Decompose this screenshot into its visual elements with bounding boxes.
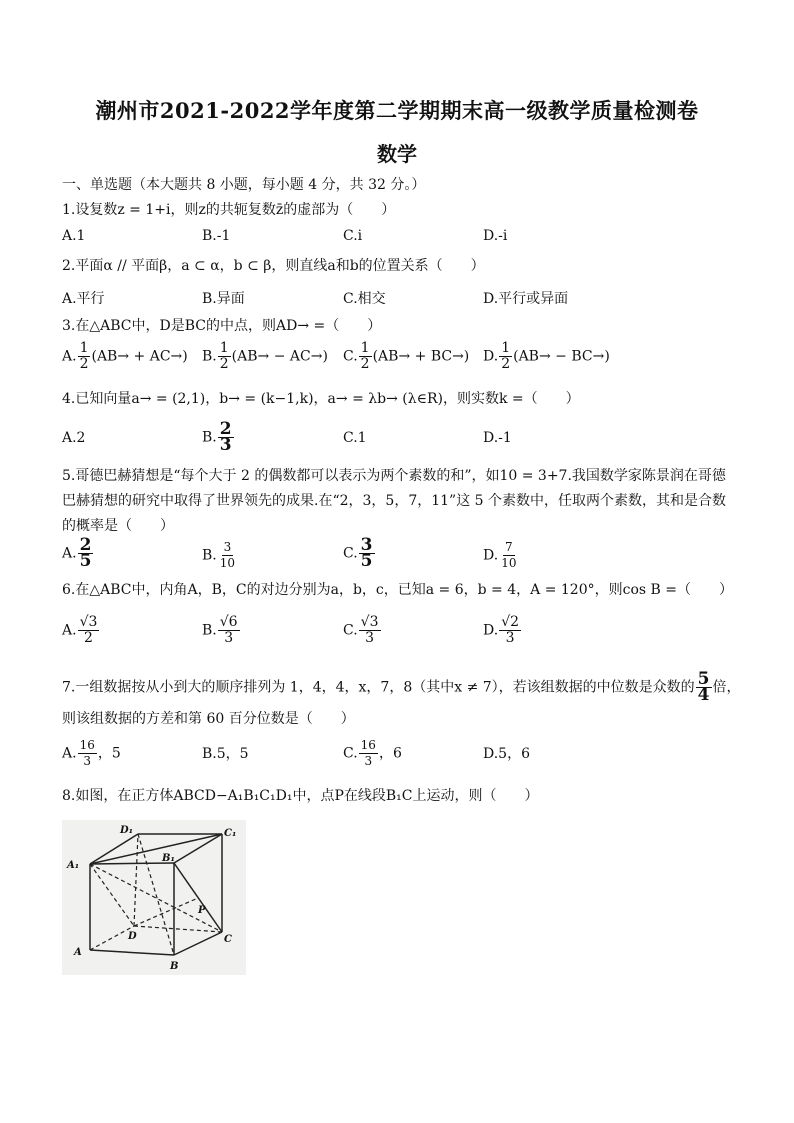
q5-option-a: A. $\frac{2}{5}$ <box>62 535 92 571</box>
exam-subject: 数学 <box>377 142 417 166</box>
q1-option-a: A.1 <box>62 228 86 244</box>
q4-option-d: D.-1 <box>483 430 512 446</box>
label-c: C <box>224 934 232 945</box>
q4-option-b: B. $\frac{2}{3}$ <box>202 419 232 455</box>
q7-line-2: 则该组数据的方差和第 60 百分位数是（ ） <box>62 711 355 727</box>
q6-option-a: A. $\frac{√3}{2}$ <box>62 614 98 646</box>
q1-stem: 1.设复数z = 1+i，则z的共轭复数z̄的虚部为（ ） <box>62 202 396 218</box>
label-p: P <box>198 905 206 916</box>
label-d1: D₁ <box>120 825 134 836</box>
q6-stem: 6.在△ABC中，内角A，B，C的对边分别为a，b，c，已知a = 6，b = 4，A = 120°，则cos B =（ ） <box>62 582 733 598</box>
section-heading: 一、单选题（本大题共 8 小题，每小题 4 分，共 32 分。） <box>62 177 426 193</box>
q3-stem: 3.在△ABC中，D是BC的中点，则AD→ =（ ） <box>62 318 382 334</box>
q2-option-b: B.异面 <box>202 291 245 307</box>
cube-figure <box>62 820 246 975</box>
q3-option-d: D. $\frac{1}{2}$ (AB→ − BC→) <box>483 340 610 372</box>
label-a1: A₁ <box>67 860 80 871</box>
q1-option-c: C.i <box>343 228 363 244</box>
q5-option-b: B. $\frac{3}{10}$ <box>202 540 236 570</box>
q3-option-c: C. $\frac{1}{2}$ (AB→ + BC→) <box>343 340 470 372</box>
q7-line-1: 7.一组数据按从小到大的顺序排列为 1，4，4，x，7，8（其中x ≠ 7），若该组数据的中位数是众数的 $\frac{5}{4}$ 倍， <box>62 669 741 705</box>
q6-option-b: B. $\frac{√6}{3}$ <box>202 614 238 646</box>
q7-option-c: C. $\frac{16}{3}$ ，6 <box>343 738 402 768</box>
q1-option-d: D.-i <box>483 228 508 244</box>
q5-line-2: 巴赫猜想的研究中取得了世界领先的成果.在“2，3，5，7，11”这 5 个素数中，任取两个素数，其和是合数 <box>62 493 727 509</box>
q5-option-d: D. $\frac{7}{10}$ <box>483 540 517 570</box>
q2-stem: 2.平面α // 平面β，a ⊂ α，b ⊂ β，则直线a和b的位置关系（ ） <box>62 258 485 274</box>
q3-option-a: A. $\frac{1}{2}$ (AB→ + AC→) <box>62 340 188 372</box>
q4-stem: 4.已知向量a→ = (2,1)，b→ = (k−1,k)，a→ = λb→ (λ∈R)，则实数k =（ ） <box>62 391 580 407</box>
label-b1: B₁ <box>162 853 175 864</box>
q2-option-c: C.相交 <box>343 291 386 307</box>
q1-option-b: B.-1 <box>202 228 231 244</box>
q6-option-d: D. $\frac{√2}{3}$ <box>483 614 520 646</box>
q2-option-d: D.平行或异面 <box>483 291 569 307</box>
q4-option-c: C.1 <box>343 430 367 446</box>
label-c1: C₁ <box>224 828 237 839</box>
q5-line-3: 的概率是（ ） <box>62 518 174 534</box>
q2-option-a: A.平行 <box>62 291 105 307</box>
q5-line-1: 5.哥德巴赫猜想是“每个大于 2 的偶数都可以表示为两个素数的和”，如10 = 3+7.我国数学家陈景润在哥德 <box>62 468 726 484</box>
label-a: A <box>74 947 82 958</box>
q5-option-c: C. $\frac{3}{5}$ <box>343 535 373 571</box>
exam-title: 潮州市2021-2022学年度第二学期期末高一级教学质量检测卷 <box>95 98 699 123</box>
q7-option-b: B.5，5 <box>202 746 249 762</box>
label-b: B <box>170 961 179 972</box>
q7-option-d: D.5，6 <box>483 746 530 762</box>
q6-option-c: C. $\frac{√3}{3}$ <box>343 614 379 646</box>
q8-stem: 8.如图，在正方体ABCD−A₁B₁C₁D₁中，点P在线段B₁C上运动，则（ ） <box>62 788 539 804</box>
label-d: D <box>128 931 137 942</box>
q3-option-b: B. $\frac{1}{2}$ (AB→ − AC→) <box>202 340 328 372</box>
q7-option-a: A. $\frac{16}{3}$ ，5 <box>62 738 121 768</box>
q4-option-a: A.2 <box>62 430 86 446</box>
